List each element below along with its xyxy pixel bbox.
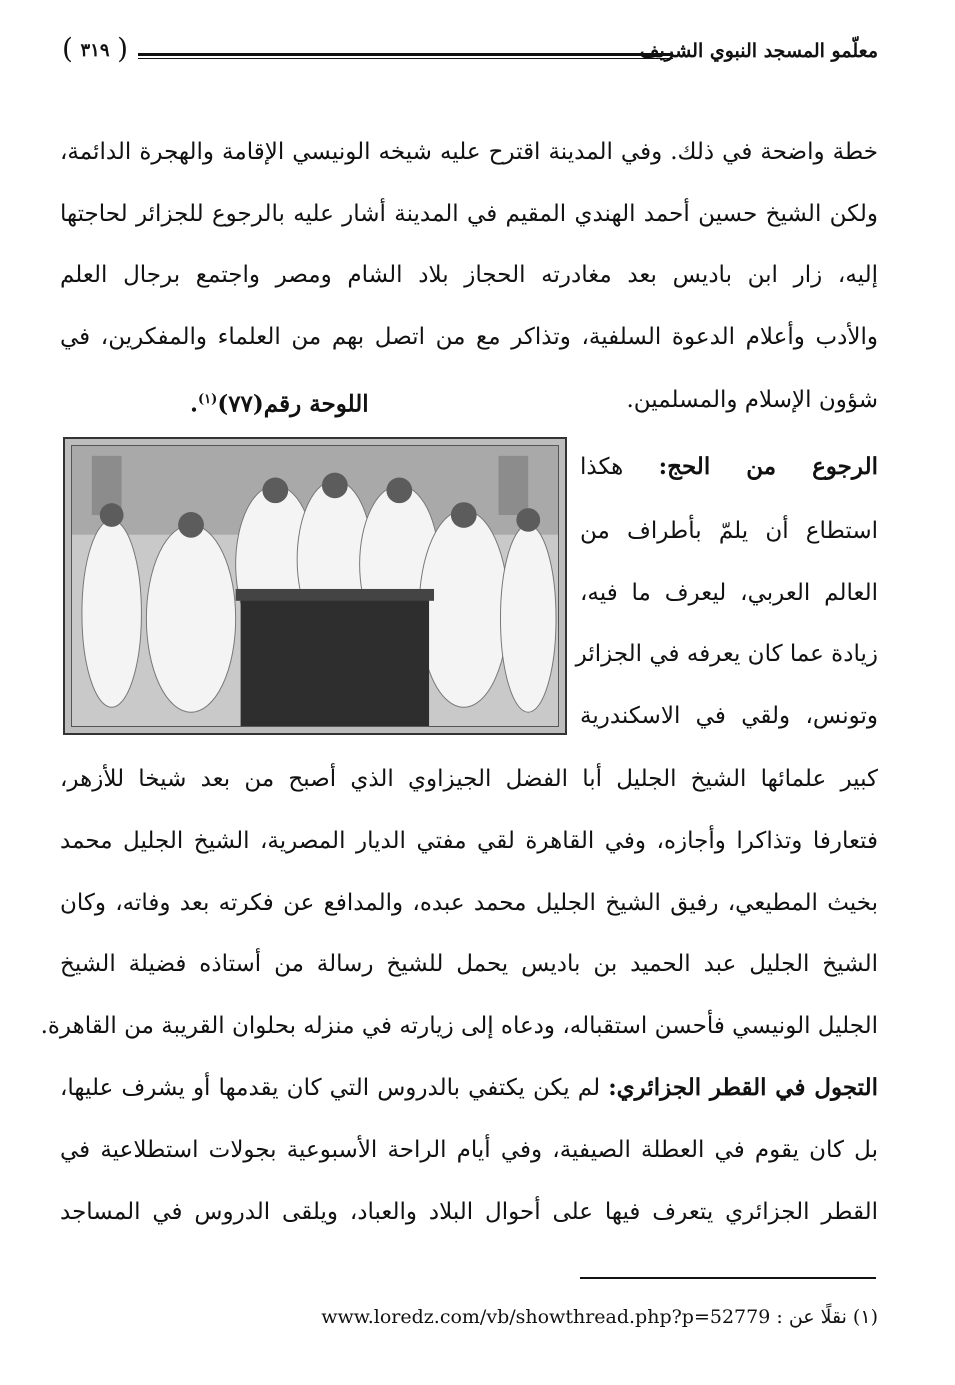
body-line: بل كان يقوم في العطلة الصيفية، وفي أيام الراحة الأسبوعية بجولات استطلاعية في xyxy=(60,1137,878,1163)
body-line: بخيث المطيعي، رفيق الشيخ الجليل محمد عبده، والمدافع عن فكرته بعد وفاته، وكان xyxy=(60,890,878,916)
footnote-rule xyxy=(580,1277,876,1279)
body-line-end: شؤون الإسلام والمسلمين. xyxy=(626,387,878,413)
body-line: خطة واضحة في ذلك. وفي المدينة اقترح عليه شيخه الونيسي الإقامة والهجرة الدائمة، xyxy=(60,139,878,165)
footnote-label: (١) نقلًا عن : xyxy=(776,1306,878,1328)
running-title: معلّمو المسجد النبوي الشريف xyxy=(639,40,878,62)
section-heading: التجول في القطر الجزائري: xyxy=(608,1074,879,1101)
photo-image xyxy=(71,445,559,727)
body-line: ولكن الشيخ حسين أحمد الهندي المقيم في المدينة أشار عليه بالرجوع للجزائر لحاجتها xyxy=(60,201,878,227)
side-line: استطاع أن يلمّ بأطراف من xyxy=(580,518,878,544)
body-line: الشيخ الجليل عبد الحميد بن باديس يحمل للشيخ رسالة من أستاذه فضيلة الشيخ xyxy=(60,951,878,977)
body-line: والأدب وأعلام الدعوة السلفية، وتذاكر مع من اتصل بهم من العلماء والمفكرين، في xyxy=(60,324,878,350)
photo-illustration xyxy=(72,446,558,726)
body-line: فتعارفا وتذاكرا وأجازه، وفي القاهرة لقي مفتي الديار المصرية، الشيخ الجليل محمد xyxy=(60,828,878,854)
side-line: زيادة عما كان يعرفه في الجزائر xyxy=(575,641,878,667)
side-line: وتونس، ولقي في الاسكندرية xyxy=(580,703,878,729)
group-photo xyxy=(63,437,567,735)
body-line: التجول في القطر الجزائري: لم يكن يكتفي بالدروس التي كان يقدمها أو يشرف عليها، xyxy=(60,1074,879,1101)
footnote xyxy=(260,1306,878,1328)
side-line: الرجوع من الحج: هكذا xyxy=(580,453,878,480)
body-line: إليه، زار ابن باديس بعد مغادرته الحجاز بلاد الشام ومصر واجتمع برجال العلم xyxy=(60,262,878,288)
footnote-marker: (١) xyxy=(198,392,218,407)
section-heading: الرجوع من الحج: xyxy=(658,453,878,480)
page-number: ( ٣١٩ ) xyxy=(60,38,130,64)
plate-reference: اللوحة رقم(٧٧)$^{(١)}$. xyxy=(190,390,369,418)
page-header xyxy=(60,34,878,74)
body-line: الجليل الونيسي فأحسن استقباله، ودعاه إلى زيارته في منزله بحلوان القريبة من القاهرة. xyxy=(40,1013,878,1039)
body-line: كبير علمائها الشيخ الجليل أبا الفضل الجيزاوي الذي أصبح من بعد شيخا للأزهر، xyxy=(60,766,878,792)
side-line: العالم العربي، ليعرف ما فيه، xyxy=(580,580,878,606)
header-rule xyxy=(138,53,673,56)
footnote-url: www.loredz.com/vb/showthread.php?p=52779 xyxy=(321,1306,771,1328)
header-rule-thin xyxy=(138,58,673,59)
body-line: القطر الجزائري يتعرف فيها على أحوال البلاد والعباد، ويلقى الدروس في المساجد xyxy=(60,1199,878,1225)
